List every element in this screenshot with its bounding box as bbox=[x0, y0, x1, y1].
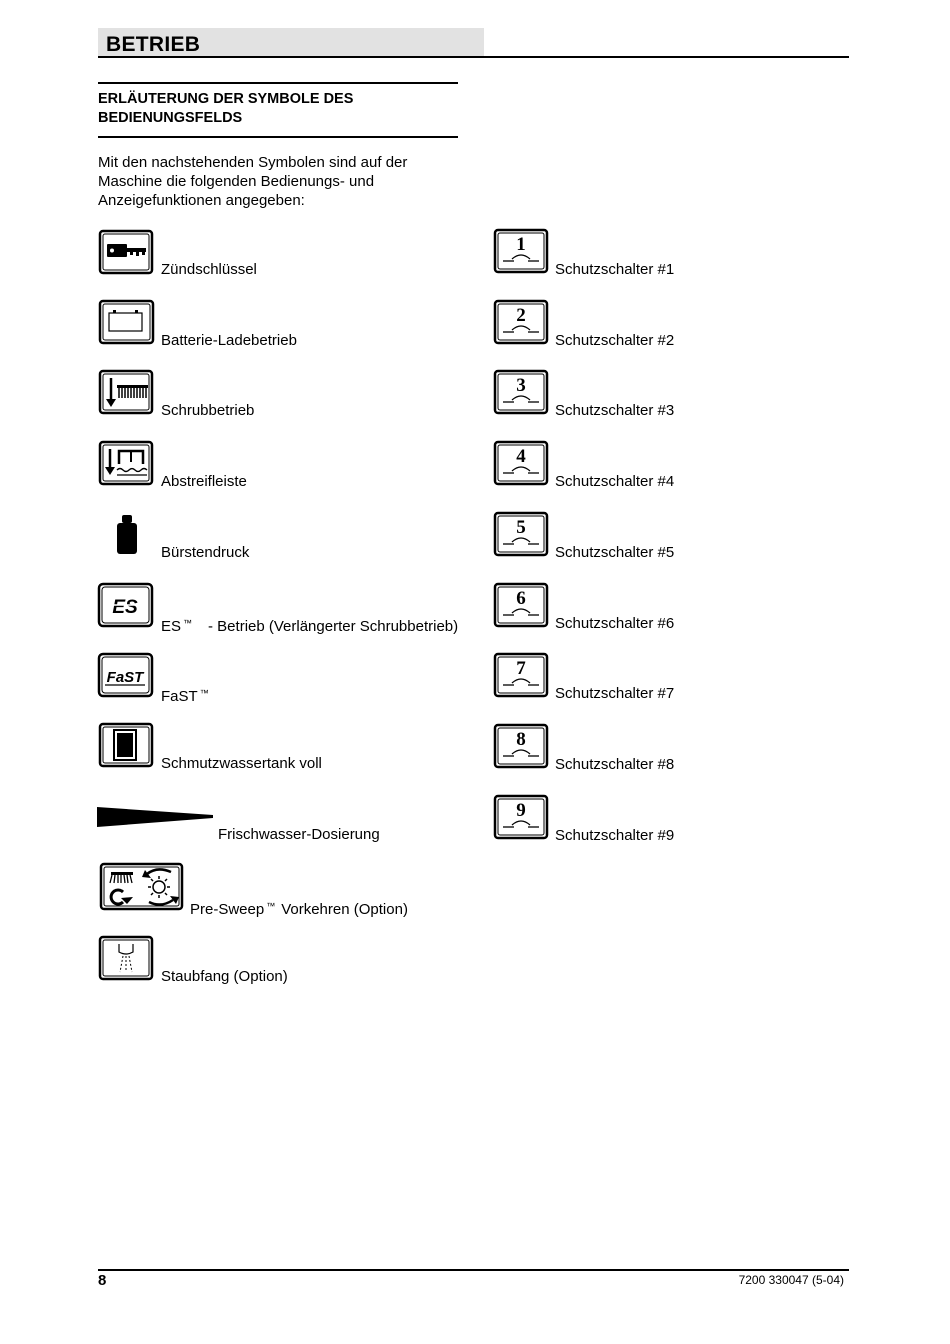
circuit-breaker-9-icon bbox=[493, 794, 549, 842]
symbol-label: Zündschlüssel bbox=[161, 261, 257, 278]
svg-text:ES: ES bbox=[112, 597, 138, 618]
svg-text:5: 5 bbox=[516, 516, 526, 538]
squeegee-icon bbox=[98, 440, 154, 488]
symbol-label: Schutzschalter #9 bbox=[555, 826, 675, 844]
svg-text:3: 3 bbox=[516, 375, 526, 397]
symbol-label bbox=[190, 897, 408, 919]
section-title bbox=[98, 90, 353, 128]
es-label-suffix: - Betrieb (Verlängerter Schrubbetrieb) bbox=[208, 618, 459, 635]
section-title-line2: BEDIENUNGSFELDS bbox=[98, 110, 243, 126]
water-flow-wedge-icon bbox=[97, 805, 215, 829]
symbol-label: Schutzschalter #3 bbox=[555, 402, 675, 420]
svg-text:1: 1 bbox=[516, 234, 526, 255]
svg-text:9: 9 bbox=[516, 799, 526, 821]
symbol-label: Schutzschalter #1 bbox=[555, 261, 675, 278]
svg-text:4: 4 bbox=[516, 446, 526, 468]
section-rule-bottom bbox=[98, 136, 458, 138]
trademark: ™ bbox=[266, 901, 276, 911]
symbol-label: Schutzschalter #7 bbox=[555, 685, 675, 703]
fast-logo-icon bbox=[97, 652, 155, 700]
pre-sweep-label: Pre-Sweep bbox=[190, 901, 265, 918]
circuit-breaker-1-icon bbox=[493, 228, 549, 276]
symbol-label: Schutzschalter #8 bbox=[555, 755, 675, 773]
document-number: 7200 330047 (5-04) bbox=[738, 1273, 844, 1287]
svg-text:6: 6 bbox=[516, 587, 526, 609]
symbol-label: Frischwasser-Dosierung bbox=[218, 826, 380, 843]
section-rule-top bbox=[98, 82, 458, 84]
header-rule bbox=[98, 56, 849, 58]
symbol-label: Abstreifleiste bbox=[161, 473, 247, 490]
footer-rule bbox=[98, 1269, 849, 1271]
symbol-label: Schutzschalter #2 bbox=[555, 331, 675, 349]
symbol-label bbox=[161, 684, 209, 706]
fast-label: FaST bbox=[161, 688, 198, 705]
trademark: ™ bbox=[199, 688, 209, 698]
es-logo-icon bbox=[97, 582, 155, 630]
section-title-line1: ERLÄUTERUNG DER SYMBOLE DES bbox=[98, 91, 354, 107]
intro-line: Anzeigefunktionen angegeben: bbox=[98, 192, 305, 209]
svg-text:8: 8 bbox=[516, 728, 526, 750]
circuit-breaker-5-icon bbox=[493, 511, 549, 559]
ignition-key-icon bbox=[98, 229, 154, 277]
circuit-breaker-2-icon bbox=[493, 299, 549, 347]
symbol-label: Schrubbetrieb bbox=[161, 402, 255, 419]
symbol-label: Schutzschalter #6 bbox=[555, 614, 675, 632]
symbol-label: Schmutzwassertank voll bbox=[161, 755, 322, 772]
circuit-breaker-4-icon bbox=[493, 440, 549, 488]
circuit-breaker-3-icon bbox=[493, 369, 549, 417]
intro-line: Mit den nachstehenden Symbolen sind auf der bbox=[98, 154, 408, 171]
page-title: BETRIEB bbox=[106, 33, 201, 56]
symbol-label: Staubfang (Option) bbox=[161, 968, 288, 985]
page-number: 8 bbox=[98, 1272, 107, 1289]
dust-control-icon bbox=[98, 935, 154, 983]
svg-text:2: 2 bbox=[516, 304, 526, 326]
symbol-label: Bürstendruck bbox=[161, 544, 250, 561]
svg-text:7: 7 bbox=[516, 658, 526, 680]
battery-icon bbox=[98, 299, 156, 347]
intro-line: Maschine die folgenden Bedienungs- und bbox=[98, 173, 375, 190]
recovery-tank-full-icon bbox=[98, 722, 154, 770]
pre-sweep-icon bbox=[99, 862, 185, 912]
circuit-breaker-8-icon bbox=[493, 723, 549, 771]
trademark: ™ bbox=[183, 618, 193, 628]
circuit-breaker-7-icon bbox=[493, 652, 549, 700]
scrub-brush-icon bbox=[98, 369, 154, 417]
symbol-label: Batterie-Ladebetrieb bbox=[161, 332, 297, 349]
symbol-label: Schutzschalter #5 bbox=[555, 543, 675, 561]
es-label: ES bbox=[161, 618, 182, 635]
symbol-label: Schutzschalter #4 bbox=[555, 473, 675, 491]
weight-icon bbox=[114, 515, 140, 557]
symbol-label bbox=[161, 614, 458, 636]
svg-text:FaST: FaST bbox=[106, 669, 144, 686]
pre-sweep-label-suffix: Vorkehren (Option) bbox=[281, 901, 408, 918]
intro-paragraph bbox=[98, 153, 458, 210]
circuit-breaker-6-icon bbox=[493, 582, 549, 630]
